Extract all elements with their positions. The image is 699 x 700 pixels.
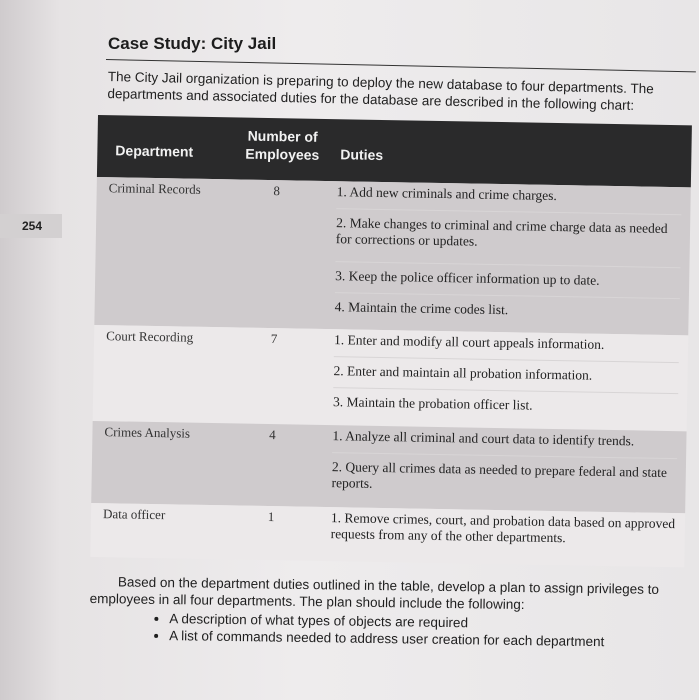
duty-item: 4. Maintain the crime codes list. — [335, 292, 680, 321]
duty-item: 2. Make changes to criminal and crime charge data as needed for corrections or updates. — [336, 208, 682, 253]
duty-item: 2. Query all crimes data as needed to prepare federal and state reports. — [331, 452, 677, 497]
page-number: 254 — [0, 214, 62, 238]
employees-cell: 7 — [270, 331, 278, 347]
header-employees: Number of Employees — [245, 127, 320, 163]
department-cell: Court Recording — [106, 328, 194, 345]
duty-item: 1. Remove crimes, court, and probation data based on approved requests from any of the other departments. — [330, 510, 676, 546]
duty-item: 1. Analyze all criminal and court data to identify trends. — [332, 428, 635, 449]
table-row — [93, 325, 689, 431]
table-row — [91, 421, 686, 513]
department-cell: Crimes Analysis — [104, 424, 191, 441]
duty-item: 2. Enter and maintain all probation information. — [333, 356, 678, 385]
page-title: Case Study: City Jail — [108, 34, 277, 53]
duty-item: 3. Keep the police officer information up to date. — [335, 261, 680, 290]
department-cell: Criminal Records — [108, 180, 201, 197]
duty-item: 1. Add new criminals and crime charges. — [336, 184, 557, 204]
employees-cell: 8 — [273, 183, 281, 199]
header-duties: Duties — [340, 146, 384, 163]
requirements-list — [89, 609, 689, 651]
table-header — [97, 115, 692, 187]
employees-cell: 4 — [269, 427, 276, 443]
table-row — [94, 177, 690, 335]
instructions-block — [89, 573, 690, 651]
employees-cell: 1 — [267, 509, 275, 525]
instructions-paragraph: Based on the department duties outlined in the table, develop a plan to assign privileges to employees in all four departments. The plan should include the following: — [89, 574, 660, 613]
department-cell: Data officer — [102, 506, 166, 523]
table-row — [90, 503, 685, 567]
header-department: Department — [115, 142, 194, 160]
list-item: • A description of what types of objects are required — [169, 610, 689, 634]
list-item: • A list of commands needed to address user creation for each department — [169, 627, 689, 651]
departments-table — [90, 115, 692, 567]
duty-item: 1. Enter and modify all court appeals information. — [333, 332, 605, 352]
duty-item: 3. Maintain the probation officer list. — [333, 387, 678, 416]
intro-paragraph: The City Jail organization is preparing to deploy the new database to four departments. The departments and associated duties for the database are described in the following chart: — [107, 68, 654, 113]
